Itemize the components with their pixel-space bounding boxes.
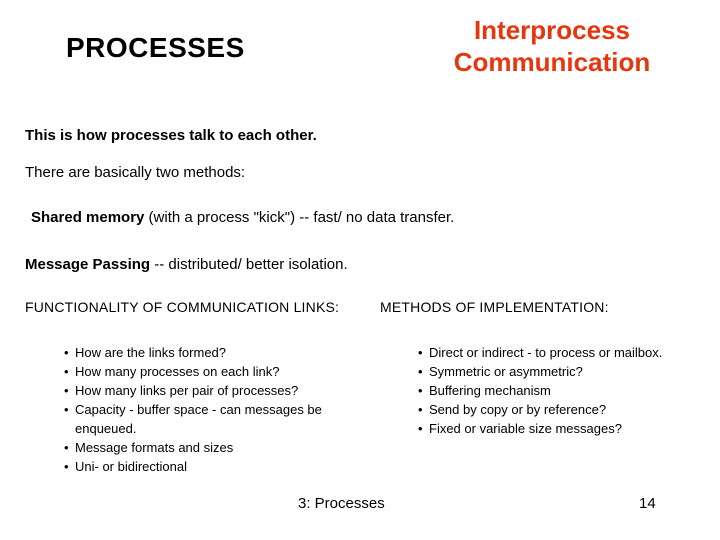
list-item: • How are the links formed? (64, 345, 227, 360)
list-item: • Message formats and sizes (64, 440, 234, 455)
shared-memory-line (31, 209, 454, 226)
bullet-icon: • (64, 459, 69, 474)
list-item: • Capacity - buffer space - can messages be enqueued. (64, 402, 322, 436)
bullet-icon: • (418, 402, 423, 417)
footer-section-label: 3: Processes (298, 495, 385, 512)
functionality-heading: FUNCTIONALITY OF COMMUNICATION LINKS: (25, 299, 340, 315)
message-passing-description: -- distributed/ better isolation. (150, 256, 348, 273)
bullet-icon: • (418, 364, 423, 379)
list-item: • Fixed or variable size messages? (418, 421, 622, 436)
list-item: • Send by copy or by reference? (418, 402, 607, 417)
bullet-icon: • (64, 402, 69, 417)
shared-memory-term: Shared memory (31, 209, 145, 226)
message-passing-term: Message Passing (25, 256, 151, 273)
list-item: • How many processes on each link? (64, 364, 280, 379)
list-item: • Direct or indirect - to process or mailbox. (418, 345, 663, 360)
implementation-heading: METHODS OF IMPLEMENTATION: (380, 299, 609, 315)
methods-line: There are basically two methods: (25, 164, 246, 181)
bullet-icon: • (64, 345, 69, 360)
slide-subtitle: Interprocess Communication (453, 15, 651, 77)
slide-title: PROCESSES (66, 32, 245, 63)
page-number: 14 (639, 495, 656, 512)
implementation-list (418, 343, 718, 438)
list-item: • Buffering mechanism (418, 383, 551, 398)
bullet-icon: • (418, 383, 423, 398)
list-item: • How many links per pair of processes? (64, 383, 299, 398)
functionality-list (64, 343, 344, 476)
bullet-icon: • (64, 440, 69, 455)
list-item: • Symmetric or asymmetric? (418, 364, 583, 379)
bullet-icon: • (64, 383, 69, 398)
bullet-icon: • (64, 364, 69, 379)
message-passing-line (25, 256, 348, 273)
list-item: • Uni- or bidirectional (64, 459, 187, 474)
bullet-icon: • (418, 421, 423, 436)
intro-line: This is how processes talk to each other. (25, 127, 317, 144)
bullet-icon: • (418, 345, 423, 360)
shared-memory-description: (with a process "kick") -- fast/ no data transfer. (144, 209, 455, 226)
